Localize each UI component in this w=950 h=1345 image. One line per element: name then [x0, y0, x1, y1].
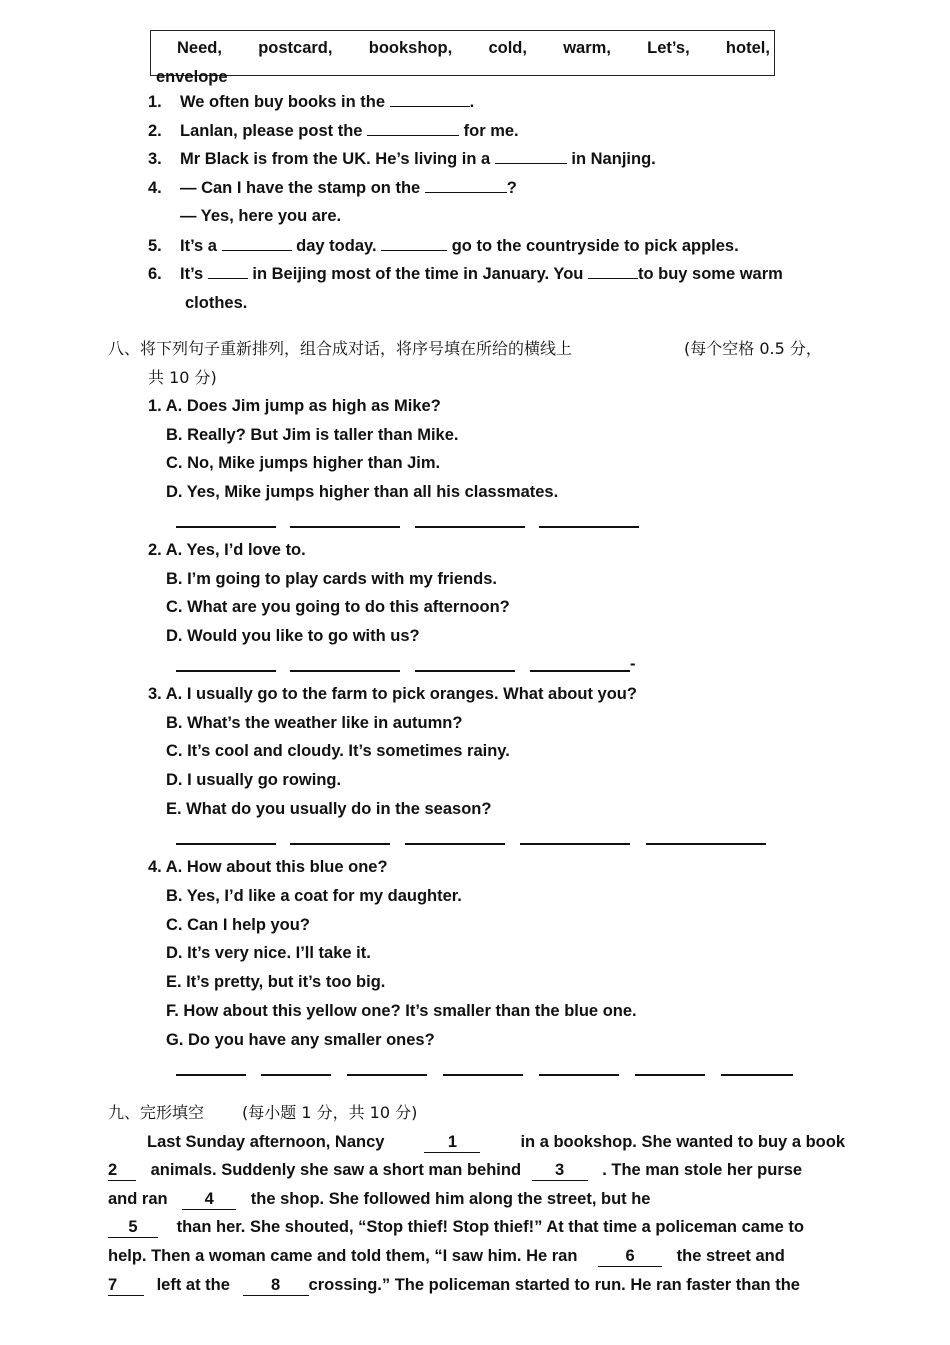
word-bank-word: warm,	[563, 39, 611, 57]
section-8-score-cont: 共 10 分)	[148, 368, 217, 387]
answer-row-1	[0, 526, 950, 536]
word-bank-box	[150, 30, 775, 86]
cloze-blank[interactable]: 5	[108, 1218, 158, 1238]
answer-blank[interactable]	[520, 843, 630, 845]
section-8-title: 八、将下列句子重新排列，组合成对话，将序号填在所给的横线上	[108, 339, 573, 358]
dialogue-line: E. It’s pretty, but it’s too big.	[166, 973, 386, 991]
word-bank-word: Let’s,	[647, 39, 690, 57]
answer-blank[interactable]	[415, 526, 525, 528]
cloze-line-6: 7 left at the 8 crossing.” The policeman started to run. He ran faster than the	[108, 1276, 800, 1294]
cloze-line-4: 5 than her. She shouted, “Stop thief! Stop thief!” At that time a policeman came to	[108, 1218, 845, 1238]
answer-blank[interactable]	[495, 162, 567, 164]
word-bank-word: Need,	[177, 39, 222, 57]
dialogue-line: B. I’m going to play cards with my friends.	[166, 570, 497, 588]
dialogue-line: D. Yes, Mike jumps higher than all his classmates.	[166, 483, 559, 501]
question-4-reply: — Yes, here you are.	[180, 207, 342, 225]
answer-blank[interactable]	[635, 1074, 705, 1076]
cloze-line-5: help. Then a woman came and told them, “I saw him. He ran 6 the street and	[108, 1247, 785, 1265]
section-9-score: (每小题 1 分，共 10 分)	[242, 1103, 418, 1122]
answer-row-4	[0, 1074, 950, 1084]
answer-blank[interactable]	[176, 670, 276, 672]
answer-blank[interactable]	[176, 1074, 246, 1076]
answer-blank[interactable]	[367, 134, 459, 136]
dialogue-line: C. It’s cool and cloudy. It’s sometimes rainy.	[166, 742, 510, 760]
answer-blank[interactable]	[176, 526, 276, 528]
dialogue-line: G. Do you have any smaller ones?	[166, 1031, 435, 1049]
answer-blank[interactable]	[381, 249, 447, 251]
dialogue-line: E. What do you usually do in the season?	[166, 800, 492, 818]
word-bank-word: envelope	[156, 68, 228, 86]
word-bank-line1	[177, 39, 770, 58]
answer-blank[interactable]	[539, 526, 639, 528]
word-bank-word: hotel,	[725, 39, 770, 57]
answer-blank[interactable]	[405, 843, 505, 845]
cloze-blank[interactable]: 2	[108, 1161, 136, 1181]
section-9-title: 九、完形填空	[108, 1103, 205, 1122]
answer-blank[interactable]	[443, 1074, 523, 1076]
question-5: 5. It’s a day today. go to the countryside to pick apples.	[148, 237, 739, 255]
answer-blank[interactable]	[176, 843, 276, 845]
answer-blank[interactable]	[290, 843, 390, 845]
dialogue-line: D. Would you like to go with us?	[166, 627, 420, 645]
answer-blank[interactable]	[646, 843, 766, 845]
dialogue-line: B. What’s the weather like in autumn?	[166, 714, 463, 732]
trailing-dash: -	[630, 655, 636, 673]
section-8-score: (每个空格 0.5 分，	[684, 339, 822, 358]
question-4: 4. — Can I have the stamp on the ?	[148, 179, 517, 197]
answer-blank[interactable]	[539, 1074, 619, 1076]
dialogue-line: C. No, Mike jumps higher than Jim.	[166, 454, 441, 472]
dialogue-line: C. What are you going to do this afternoon?	[166, 598, 510, 616]
dialogue-line: C. Can I help you?	[166, 916, 310, 934]
dialogue-line: D. I usually go rowing.	[166, 771, 342, 789]
cloze-line-2: 2 animals. Suddenly she saw a short man behind 3 . The man stole her purse	[108, 1161, 803, 1179]
question-1: 1. We often buy books in the .	[148, 93, 475, 111]
cloze-blank[interactable]: 8	[243, 1276, 309, 1296]
answer-blank[interactable]	[588, 277, 638, 279]
answer-blank[interactable]	[347, 1074, 427, 1076]
cloze-blank[interactable]: 7	[108, 1276, 144, 1296]
answer-blank[interactable]	[290, 670, 400, 672]
cloze-blank[interactable]: 6	[598, 1247, 662, 1267]
cloze-blank[interactable]: 1	[424, 1133, 480, 1153]
dialogue-line: F. How about this yellow one? It’s smaller than the blue one.	[166, 1002, 637, 1020]
question-6: 6. It’s in Beijing most of the time in January. You to buy some warm	[148, 265, 783, 283]
dialogue-line: D. It’s very nice. I’ll take it.	[166, 944, 371, 962]
answer-blank[interactable]	[290, 526, 400, 528]
answer-row-2	[0, 670, 950, 680]
word-bank-word: cold,	[488, 39, 527, 57]
answer-blank[interactable]	[261, 1074, 331, 1076]
dialogue-line: 1. A. Does Jim jump as high as Mike?	[148, 397, 441, 415]
question-3: 3. Mr Black is from the UK. He’s living in a in Nanjing.	[148, 150, 656, 168]
dialogue-line: 3. A. I usually go to the farm to pick oranges. What about you?	[148, 685, 637, 703]
dialogue-line: 2. A. Yes, I’d love to.	[148, 541, 306, 559]
dialogue-line: 4. A. How about this blue one?	[148, 858, 388, 876]
answer-blank[interactable]	[208, 277, 248, 279]
dialogue-line: B. Yes, I’d like a coat for my daughter.	[166, 887, 462, 905]
word-bank-word: postcard,	[258, 39, 333, 57]
cloze-line-3: and ran 4 the shop. She followed him along the street, but he	[108, 1190, 651, 1208]
cloze-blank[interactable]: 3	[532, 1161, 588, 1181]
answer-blank[interactable]	[425, 191, 507, 193]
answer-blank[interactable]	[415, 670, 515, 672]
question-6-cont: clothes.	[185, 294, 248, 312]
answer-blank[interactable]	[721, 1074, 793, 1076]
dialogue-line: B. Really? But Jim is taller than Mike.	[166, 426, 459, 444]
question-2: 2. Lanlan, please post the for me.	[148, 122, 519, 140]
answer-blank[interactable]	[530, 670, 630, 672]
word-bank-word: bookshop,	[368, 39, 453, 57]
cloze-blank[interactable]: 4	[182, 1190, 236, 1210]
answer-blank[interactable]	[222, 249, 292, 251]
answer-blank[interactable]	[390, 105, 470, 107]
answer-row-3	[0, 843, 950, 853]
cloze-line-1: Last Sunday afternoon, Nancy 1 in a bookshop. She wanted to buy a book	[147, 1133, 845, 1151]
